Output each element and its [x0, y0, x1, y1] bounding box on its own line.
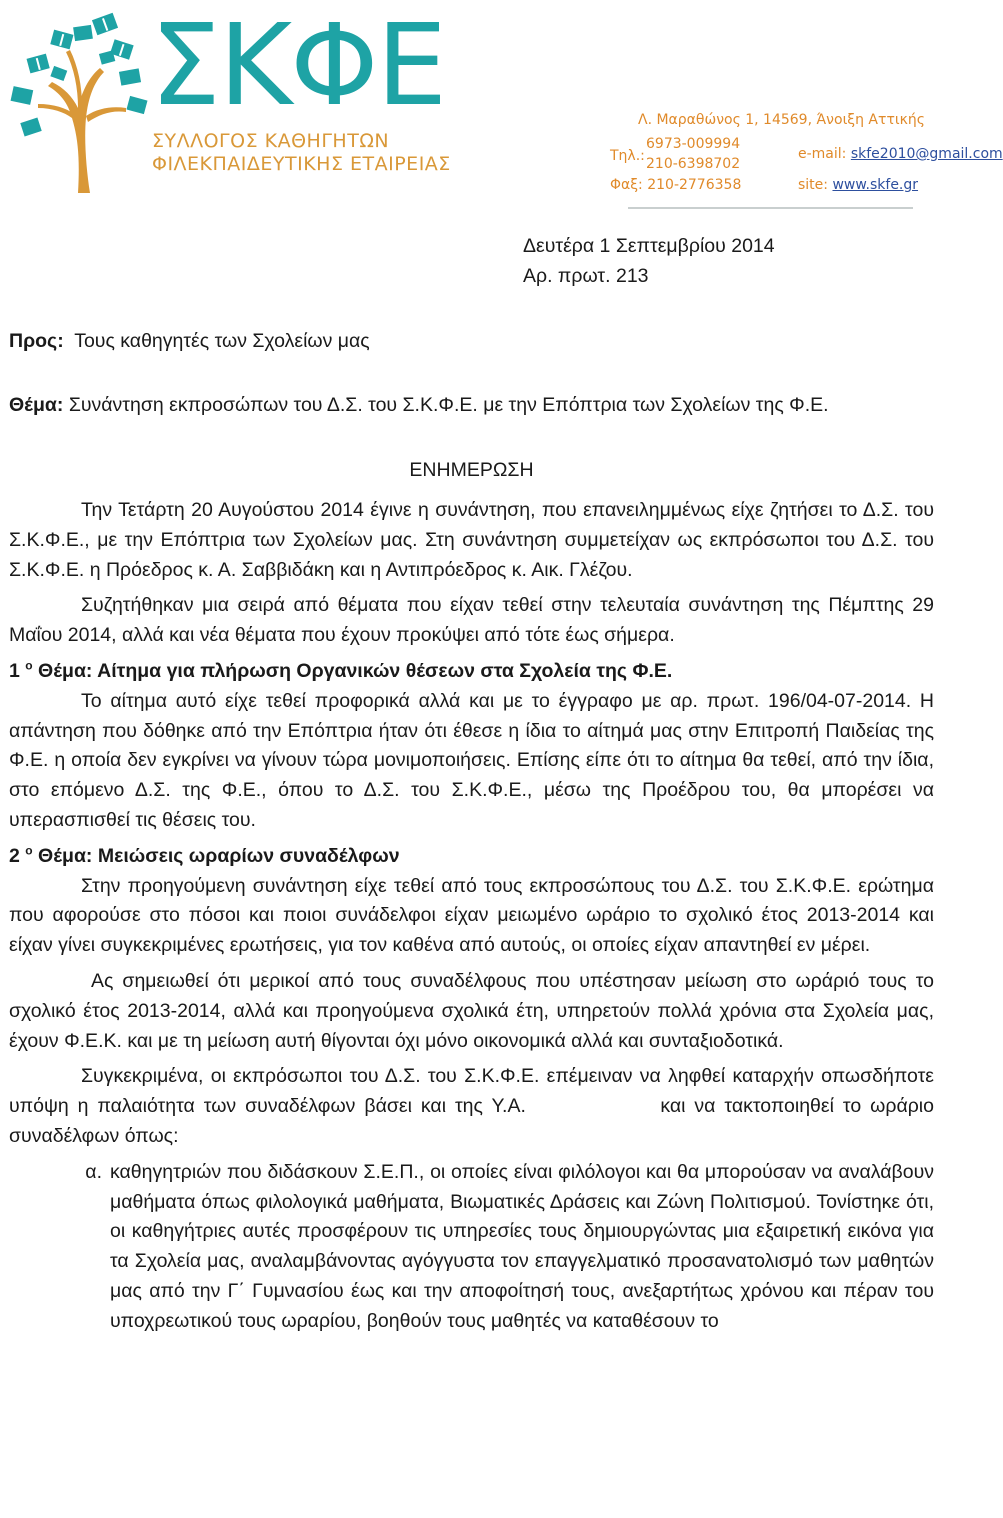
- paragraph-1: Την Τετάρτη 20 Αυγούστου 2014 έγινε η συνάντηση, που επανειλημμένως είχε ζητήσει το Δ.Σ. του Σ.Κ.Φ.Ε., με την Επόπτρια των Σχολείων μας. Στη συνάντηση συμμετείχαν ως εκπρόσωποι του Δ.Σ. του Σ.Κ.Φ.Ε. η Πρόεδρος κ. Α. Σαββιδάκη και η Αντιπρόεδρος κ. Αικ. Γλέζου.: [9, 498, 934, 581]
- contact-block: [608, 110, 1003, 220]
- subject-text: Συνάντηση εκπροσώπων του Δ.Σ. του Σ.Κ.Φ.Ε. με την Επόπτρια των Σχολείων της Φ.Ε.: [68, 394, 829, 417]
- logo-wordmark: ΣΚΦΕ: [150, 1, 446, 131]
- org-name-line1: ΣΥΛΛΟΓΟΣ ΚΑΘΗΓΗΤΩΝ: [152, 130, 390, 152]
- header-divider: [628, 207, 913, 209]
- topic-2-title: [9, 842, 934, 872]
- phone-label: Τηλ.:: [610, 148, 645, 164]
- letter-body: [9, 232, 934, 1337]
- address: Λ. Μαραθώνος 1, 14569, Άνοιξη Αττικής: [638, 112, 925, 128]
- list-item-a-label: α.: [85, 1160, 102, 1183]
- topic-2-ordinal: ο: [25, 843, 33, 858]
- email-link[interactable]: skfe2010@gmail.com: [850, 146, 1003, 162]
- protocol-number: Αρ. πρωτ. 213: [523, 264, 649, 287]
- topic-1-number: 1: [9, 659, 20, 682]
- topic-1-text: Το αίτημα αυτό είχε τεθεί προφορικά αλλά και με το έγγραφο με αρ. πρωτ. 196/04-07-2014. Η απάντηση που δόθηκε από την Επόπτρια ήταν ότι έθεσε η ίδια το αίτημά μας στην Επιτροπή Παιδείας της Φ.Ε. η οποία δεν εγκρίνει να γίνουν τώρα μονιμοποιήσεις. Επίσης είπε ότι το αίτημα θα τεθεί, από την ίδια, στο επόμενο Δ.Σ. της Φ.Ε., όπου το Δ.Σ. του Σ.Κ.Φ.Ε., μέσω της Προέδρου του, θα μπορέσει να υπερασπισθεί τις θέσεις του.: [9, 689, 934, 831]
- topic-1-title: [9, 657, 934, 687]
- phone-2: 210-6398702: [646, 156, 741, 172]
- topic-2-paragraph-3: Συγκεκριμένα, οι εκπρόσωποι του Δ.Σ. του Σ.Κ.Φ.Ε. επέμειναν να ληφθεί καταρχήν οπωσδήποτε υπόψη η παλαιότητα των συναδέλφων βάσει και της Υ.Α. και να τακτοποιηθεί το ωράριο συναδέλφων όπως:: [9, 1065, 934, 1147]
- site-link[interactable]: www.skfe.gr: [832, 177, 919, 193]
- recipient-text: Τους καθηγητές των Σχολείων μας: [74, 329, 370, 352]
- fax: Φαξ: 210-2776358: [610, 177, 742, 193]
- topic-2-paragraph-2: Ας σημειωθεί ότι μερικοί από τους συναδέλφους που υπέστησαν μείωση στο ωράριό τους το σχολικό έτος 2013-2014, αλλά και προηγούμενα σχολικά έτη, υπηρετούν πολλά χρόνια στα Σχολεία μας, έχουν Φ.Ε.Κ. και με τη μείωση αυτή θίγονται όχι μόνο οικονομικά αλλά και συνταξιοδοτικά.: [9, 969, 934, 1052]
- email-line: [798, 146, 1003, 162]
- topic-2-number: 2: [9, 844, 20, 867]
- list-item-a-text: καθηγητριών που διδάσκουν Σ.Ε.Π., οι οποίες είναι φιλόλογοι και θα μπορούσαν να αναλάβουν μαθήματα όπως φιλολογικά μαθήματα, Βιωματικές Δράσεις και Ζώνη Πολιτισμού. Τονίστηκε ότι, οι καθηγήτριες αυτές προσφέρουν τις υπηρεσίες τους δημιουργώντας μια εξαιρετική εικόνα για τα Σχολεία μας, αναλαμβάνοντας αγόγγυστα τον επαγγελματικό προσανατολισμό των μαθητών μας από την Γ΄ Γυμνασίου έως και την αποφοίτησή τους, ανεξαρτήτως χρόνου και πέραν του υποχρεωτικού τους ωραρίου, βοηθούν τους μαθητές να καταθέσουν το: [110, 1160, 934, 1332]
- topic-2-title-text: Θέμα: Μειώσεις ωραρίων συναδέλφων: [38, 844, 400, 867]
- paragraph-2: Συζητήθηκαν μια σειρά από θέματα που είχαν τεθεί στην τελευταία συνάντηση της Πέμπτης 29 Μαΐου 2014, αλλά και νέα θέματα που έχουν προκύψει από τότε έως σήμερα.: [9, 594, 934, 647]
- topic-1-title-text: Θέμα: Αίτημα για πλήρωση Οργανικών θέσεων στα Σχολεία της Φ.Ε.: [38, 659, 673, 682]
- recipient-line: [9, 327, 934, 357]
- topic-1-ordinal: ο: [25, 658, 33, 673]
- tree-of-books-logo-icon: [8, 8, 154, 193]
- site-line: [798, 177, 918, 193]
- letterhead: [0, 0, 1003, 220]
- list-item-a: [9, 1158, 934, 1337]
- heading: ΕΝΗΜΕΡΩΣΗ: [409, 459, 534, 482]
- subject-label: Θέμα:: [9, 394, 64, 417]
- recipient-label: Προς:: [9, 329, 64, 352]
- letter-date: Δευτέρα 1 Σεπτεμβρίου 2014: [523, 235, 775, 257]
- site-label: site:: [798, 177, 829, 193]
- topic-2-paragraph-1: Στην προηγούμενη συνάντηση είχε τεθεί από τους εκπροσώπους του Δ.Σ. του Σ.Κ.Φ.Ε. ερώτημα που αφορούσε στο πόσοι και ποιοι συνάδελφοι είχαν μειωμένο ωράριο το σχολικό έτος 2013-2014 και είχαν γίνει συγκεκριμένες ερωτήσεις, για τον καθένα από αυτούς, οι οποίες είχαν απαντηθεί εν μέρει.: [9, 874, 934, 957]
- org-name-line2: ΦΙΛΕΚΠΑΙΔΕΥΤΙΚΗΣ ΕΤΑΙΡΕΙΑΣ: [152, 153, 451, 175]
- email-label: e-mail:: [798, 146, 847, 162]
- phone-1: 6973-009994: [646, 136, 741, 152]
- subject-line: [9, 391, 934, 421]
